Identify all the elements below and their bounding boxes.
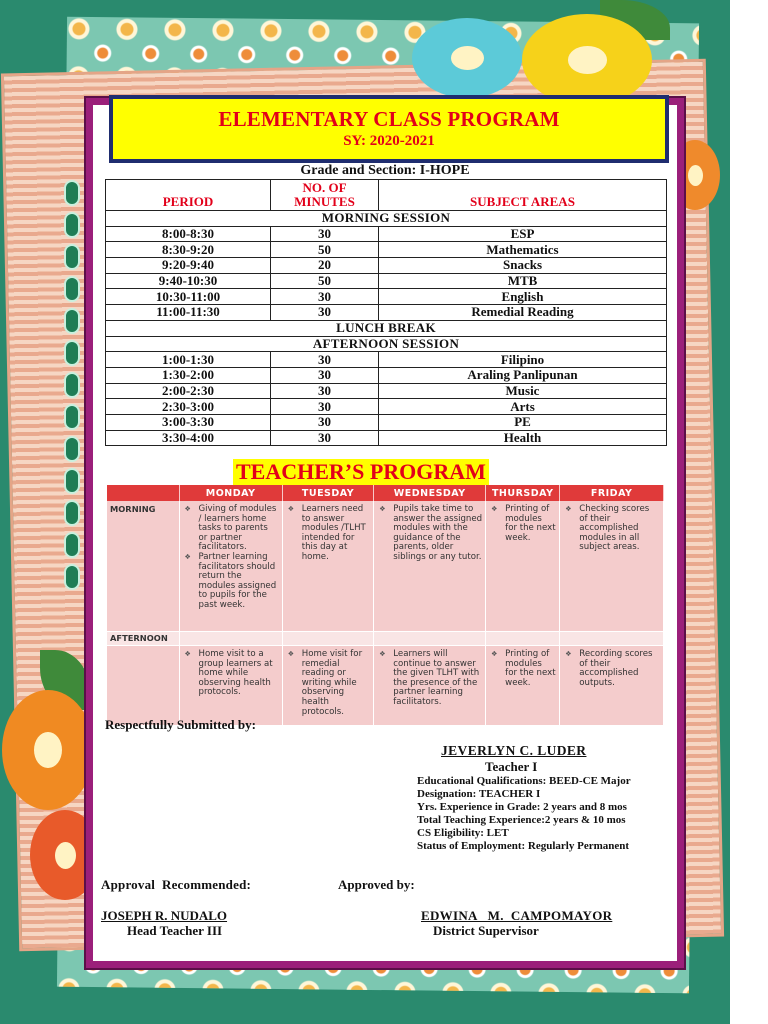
lunch-break-label: LUNCH BREAK (106, 320, 667, 336)
row-label: MORNING (107, 501, 179, 631)
schedule-minutes: 30 (271, 226, 379, 242)
class-program-document (86, 98, 684, 968)
schedule-minutes: 30 (271, 383, 379, 399)
schedule-minutes: 50 (271, 273, 379, 289)
activity-item: ❖ Learners need to answer modules /TLHT intended for this day at home. (286, 505, 371, 563)
schedule-period: 1:30-2:00 (106, 367, 271, 383)
schedule-row (106, 289, 667, 305)
recommender-title: Head Teacher III (127, 923, 223, 938)
activity-cell (179, 646, 282, 726)
page-edge (730, 0, 768, 1024)
blue-flower-decoration (412, 18, 522, 98)
school-year: SY: 2020-2021 (343, 133, 435, 149)
schedule-row (106, 383, 667, 399)
teacher-position: Teacher I (485, 759, 538, 774)
activity-cell (374, 501, 486, 631)
schedule-minutes: 30 (271, 399, 379, 415)
schedule-subject: MTB (379, 273, 667, 289)
schedule-row (106, 242, 667, 258)
schedule-row (106, 258, 667, 274)
activity-cell (560, 501, 664, 631)
schedule-period: 2:00-2:30 (106, 383, 271, 399)
schedule-subject: Filipino (379, 352, 667, 368)
day-header: MONDAY (179, 485, 282, 501)
schedule-minutes: 30 (271, 430, 379, 446)
submitted-by-label: Respectfully Submitted by: (105, 717, 256, 732)
schedule-subject: English (379, 289, 667, 305)
schedule-row (106, 414, 667, 430)
activity-cell (486, 501, 560, 631)
schedule-row (106, 305, 667, 321)
qualification-line: CS Eligibility: LET (417, 827, 509, 839)
schedule-period: 3:00-3:30 (106, 414, 271, 430)
orange-flower-decoration (2, 690, 94, 810)
activity-item: ❖ Learners will continue to answer the given TLHT with the presence of the partner learning facilitators. (377, 650, 482, 708)
schedule-subject: Mathematics (379, 242, 667, 258)
corner-cell (107, 485, 179, 501)
schedule-minutes: 50 (271, 242, 379, 258)
activity-item: ❖ Home visit to a group learners at home while observing health protocols. (183, 650, 279, 698)
schedule-minutes: 20 (271, 258, 379, 274)
column-header: SUBJECT AREAS (379, 180, 667, 211)
schedule-minutes: 30 (271, 305, 379, 321)
activity-item: ❖ Partner learning facilitators should return the modules assigned to pupils for the past week. (183, 553, 279, 611)
day-header: FRIDAY (560, 485, 664, 501)
morning-row (107, 501, 664, 631)
row-label: AFTERNOON (107, 631, 179, 646)
schedule-subject: Remedial Reading (379, 305, 667, 321)
table-header-row (106, 180, 667, 211)
schedule-row (106, 399, 667, 415)
approver-title: District Supervisor (433, 923, 539, 938)
yellow-flower-decoration (522, 14, 652, 106)
qualification-line: Designation: TEACHER I (417, 788, 541, 800)
activity-cell (282, 646, 374, 726)
schedule-period: 9:20-9:40 (106, 258, 271, 274)
day-header: WEDNESDAY (374, 485, 486, 501)
activity-cell (374, 646, 486, 726)
day-header: TUESDAY (282, 485, 374, 501)
schedule-minutes: 30 (271, 289, 379, 305)
activity-cell (282, 501, 374, 631)
schedule-period: 9:40-10:30 (106, 273, 271, 289)
schedule-period: 11:00-11:30 (106, 305, 271, 321)
day-header: THURSDAY (486, 485, 560, 501)
schedule-period: 1:00-1:30 (106, 352, 271, 368)
qualification-line: Yrs. Experience in Grade: 2 years and 8 mos (417, 801, 627, 813)
activity-item: ❖ Printing of modules for the next week. (489, 505, 556, 543)
schedule-subject: Health (379, 430, 667, 446)
day-header-row (107, 485, 664, 501)
qualification-line: Total Teaching Experience:2 years & 10 mos (417, 814, 626, 826)
grade-section: Grade and Section: I-HOPE (300, 163, 470, 178)
schedule-row (106, 430, 667, 446)
schedule-row (106, 226, 667, 242)
schedule-period: 3:30-4:00 (106, 430, 271, 446)
schedule-row (106, 367, 667, 383)
schedule-subject: PE (379, 414, 667, 430)
binder-holes (58, 180, 86, 620)
schedule-period: 2:30-3:00 (106, 399, 271, 415)
activity-item: ❖ Giving of modules / learners home tasks to parents or partner facilitators. (183, 505, 279, 553)
afternoon-row (107, 646, 664, 726)
activity-cell (179, 501, 282, 631)
afternoon-label-row (107, 631, 664, 646)
approved-by-label: Approved by: (338, 877, 415, 892)
recommender-name: JOSEPH R. NUDALO (101, 908, 228, 923)
schedule-subject: ESP (379, 226, 667, 242)
session-label: AFTERNOON SESSION (106, 336, 667, 352)
title-banner (113, 99, 665, 159)
teacher-qualifications (417, 775, 631, 853)
teacher-name: JEVERLYN C. LUDER (441, 743, 587, 758)
activity-cell (486, 646, 560, 726)
schedule-subject: Arts (379, 399, 667, 415)
schedule-minutes: 30 (271, 352, 379, 368)
schedule-period: 10:30-11:00 (106, 289, 271, 305)
schedule-subject: Snacks (379, 258, 667, 274)
activity-item: ❖ Recording scores of their accomplished outputs. (563, 650, 660, 688)
schedule-subject: Music (379, 383, 667, 399)
column-header: PERIOD (106, 180, 271, 211)
schedule-subject: Araling Panlipunan (379, 367, 667, 383)
schedule-row (106, 273, 667, 289)
schedule-minutes: 30 (271, 414, 379, 430)
activity-item: ❖ Pupils take time to answer the assigned modules with the guidance of the parents, older siblings or any tutor. (377, 505, 482, 563)
qualification-line: Educational Qualifications: BEED-CE Major (417, 775, 631, 787)
qualification-line: Status of Employment: Regularly Permanent (417, 840, 630, 852)
schedule-minutes: 30 (271, 367, 379, 383)
session-label: MORNING SESSION (106, 211, 667, 227)
morning-rows (106, 226, 667, 320)
activity-item: ❖ Printing of modules for the next week. (489, 650, 556, 688)
activity-item: ❖ Home visit for remedial reading or writing while observing health protocols. (286, 650, 371, 717)
column-header: NO. OF MINUTES (271, 180, 379, 211)
activity-item: ❖ Checking scores of their accomplished modules in all subject areas. (563, 505, 660, 553)
schedule-row (106, 352, 667, 368)
teachers-program-title: TEACHER’S PROGRAM (233, 459, 489, 485)
activity-cell (560, 646, 664, 726)
approval-recommended-label: Approval Recommended: (101, 877, 252, 892)
teachers-program-table (107, 485, 664, 726)
schedule-period: 8:30-9:20 (106, 242, 271, 258)
approver-name: EDWINA M. CAMPOMAYOR (421, 908, 613, 923)
class-schedule-table (105, 179, 667, 446)
document-title: ELEMENTARY CLASS PROGRAM (218, 107, 560, 131)
afternoon-rows (106, 352, 667, 446)
schedule-period: 8:00-8:30 (106, 226, 271, 242)
